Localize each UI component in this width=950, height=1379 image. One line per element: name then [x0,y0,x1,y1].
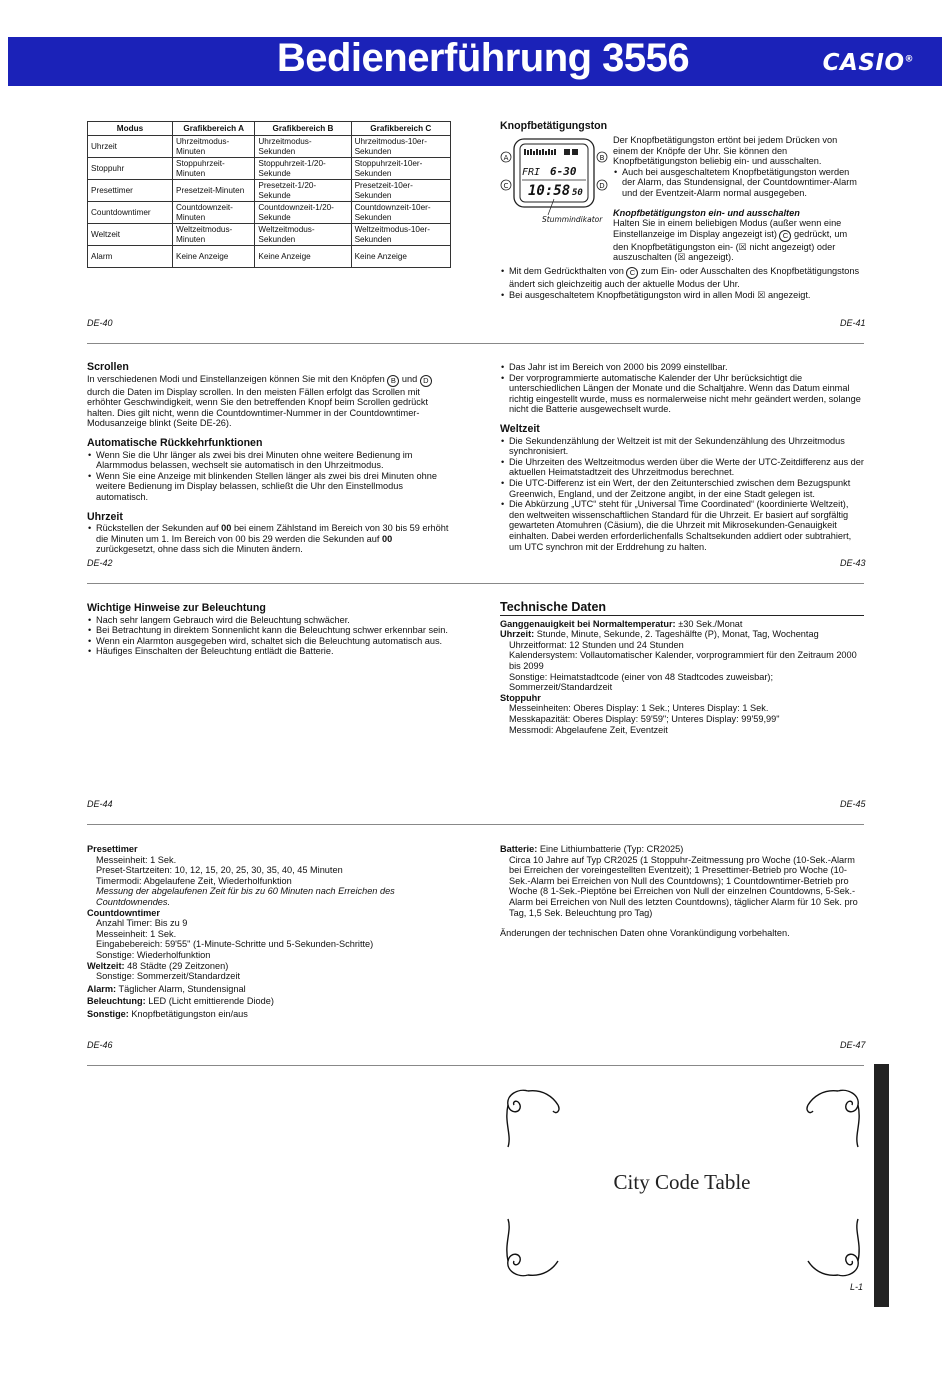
table-cell: Presetzeit-Minuten [173,180,255,202]
mute-icon: ☒ [738,241,747,252]
section-heading: Scrollen [87,361,129,373]
casio-logo: CASIO® [822,50,914,76]
subsection-label: Stoppuhr [500,692,541,703]
paragraph: Messkapazität: Oberes Display: 59'59"; Unteres Display: 99'59,99" [509,713,780,724]
paragraph: In verschiedenen Modi und Einstellanzeigen können Sie mit den Knöpfen B und D durch die Daten im Display scrollen. In den meisten Fällen erfolgt das Scrollen mit erhöhter Geschwindigkeit, wenn Sie den betreffenden Knopf beim Scrollen gedrückt halten. Dies gilt nicht, wenn die Countdowntimer-Nummer in der Countdowntimer-Modusanzeige blinkt (Seite DE-26). [87,374,451,429]
mute-icon: ☒ [757,289,766,300]
paragraph: Messeinheit: 1 Sek. [96,928,177,939]
divider [87,583,864,584]
list-item: • Das Jahr ist im Bereich von 2000 bis 2099 einstellbar. [500,362,864,373]
city-code-table-cover [498,1083,868,1283]
section-heading: Wichtige Hinweise zur Beleuchtung [87,602,266,614]
button-tone-description [613,135,863,263]
paragraph: Der Knopfbetätigungston ertönt bei jedem Drücken von einem der Knöpfe der Uhr. Sie können den Knopfbetätigungston beliebig ein- und ausschalten. [613,135,838,167]
button-b-label: B [599,154,605,162]
paragraph: Timermodi: Abgelaufene Zeit, Wiederholfunktion [96,875,292,886]
section-tab-marker [874,1064,889,1307]
table-cell: Stoppuhrzeit-1/20-Sekunde [255,158,351,180]
table-header: Modus [88,122,173,136]
button-c-icon: C [779,230,791,242]
paragraph: Messeinheiten: Oberes Display: 1 Sek.; Unteres Display: 1 Sek. [509,703,769,714]
paragraph: Preset-Startzeiten: 10, 12, 15, 20, 25, 30, 35, 40, 45 Minuten [96,865,343,876]
table-cell: Keine Anzeige [255,246,351,268]
page-number: DE-43 [840,558,866,568]
button-c-label: C [503,182,509,190]
page-title: Bedienerführung 3556 [276,36,690,80]
page-de47: Batterie: Eine Lithiumbatterie (Typ: CR2025) Circa 10 Jahre auf Typ CR2025 (1 Stoppuhr-Zeitmessung pro Woche (10-Sek.-Alarm bei Erreichen der voreingestellten Eventzeit); 1 Presettimer-Betrieb pro Woche (10-Sek.-Alarm bei Erreichen von Null des Countdowns); 1 Countdowntimer-Betrieb pro Woche (8 1-Sek.-Pieptöne bei Erreichen von Null der einzelnen Countdowns, 5-Sek.-Alarm bei Erreichen von Null des letzten Countdowns), täglicher Alarm für 10 Sek. pro Tag, 1,5 Sek. Beleuchtung pro Tag) Änderungen der technischen Daten ohne Vorankündigung vorbehalten. [500,844,864,939]
page-de42 [87,362,451,555]
page-number: DE-40 [87,318,113,328]
button-a-label: A [503,154,509,162]
watch-display-illustration [500,137,608,223]
list-item: • Bei ausgeschaltetem Knopfbetätigungston wird in allen Modi ☒ angezeigt. [500,290,860,301]
table-cell: Alarm [88,246,173,268]
list-item: • Der vorprogrammierte automatische Kalender der Uhr berücksichtigt die unterschiedlichen Längen der Monate und die Schaltjahre. Wenn das Datum einmal richtig eingestellt wurde, muss es normalerweise nicht mehr geändert werden, solange nicht die Batterie ausgewechselt wurde. [500,373,864,415]
list-item: • Rückstellen der Sekunden auf 00 bei einem Zählstand im Bereich von 30 bis 59 erhöht die Minuten um 1. Im Bereich von 00 bis 29 werden die Sekunden auf 00 zurückgesetzt, ohne dass sich die Minuten ändern. [87,523,451,555]
paragraph: Halten Sie in einem beliebigen Modus (außer wenn eine Einstellanzeige im Display angezeigt ist) C gedrückt, um den Knopfbetätigungston ein- (☒ nicht angezeigt) oder auszuschalten (☒ angezeigt). [613,218,848,263]
table-cell: Countdownzeit-1/20-Sekunde [255,202,351,224]
table-cell: Stoppuhr [88,158,173,180]
table-cell: Weltzeitmodus-Sekunden [255,224,351,246]
paragraph: Kalendersystem: Vollautomatischer Kalender, vorprogrammiert für den Zeitraum 2000 bis 2099 [509,650,857,671]
button-b-icon: B [387,375,399,387]
paragraph: Anzahl Timer: Bis zu 9 [96,918,188,929]
page-number: DE-47 [840,1040,866,1050]
paragraph: Sonstige: Heimatstadtcode (einer von 48 Stadtcodes zuweisbar); Sommerzeit/Standardzeit [509,671,774,693]
table-cell: Presetzeit-10er-Sekunden [351,180,450,202]
table-cell: Weltzeitmodus-10er-Sekunden [351,224,450,246]
page-number: DE-44 [87,799,113,809]
paragraph: Messeinheit: 1 Sek. [96,854,177,865]
table-cell: Uhrzeit [88,136,173,158]
button-c-icon: C [626,267,638,279]
table-header: Grafikbereich B [255,122,351,136]
table-cell: Stoppuhrzeit-10er-Sekunden [351,158,450,180]
list-item: • Bei Betrachtung in direktem Sonnenlicht kann die Beleuchtung schwer erkennbar sein. [87,625,451,636]
watch-time: 10:58 [528,183,571,199]
section-heading: Weltzeit [500,422,540,435]
page-number: DE-45 [840,799,866,809]
table-cell: Countdownzeit-10er-Sekunden [351,202,450,224]
table-row [88,180,451,202]
table-header-row [88,122,451,136]
page-de44 [87,603,451,657]
section-heading: Knopfbetätigungston [500,120,608,132]
list-item: • Wenn ein Alarmton ausgegeben wird, schaltet sich die Beleuchtung automatisch aus. [87,636,451,647]
subsection-heading: Knopfbetätigungston ein- und ausschalten [613,207,800,218]
table-cell: Uhrzeitmodus-Minuten [173,136,255,158]
table-cell: Stoppuhrzeit-Minuten [173,158,255,180]
list-item: • Die UTC-Differenz ist ein Wert, der den Zeitunterschied zwischen dem Bezugspunkt Greenwich, England, und der Zeitzone angibt, in der eine Stadt gelegen ist. [500,478,864,499]
divider [87,343,864,344]
section-heading: Uhrzeit [87,510,123,523]
paragraph: Sonstige: Sommerzeit/Standardzeit [96,971,241,982]
page-number: DE-42 [87,558,113,568]
table-row [88,136,451,158]
paragraph: Circa 10 Jahre auf Typ CR2025 (1 Stoppuhr-Zeitmessung pro Woche (10-Sek.-Alarm bei Erreichen der voreingestellten Eventzeit); 1 Presettimer-Betrieb pro Woche (10-Sek.-Alarm bei Erreichen von Null des Countdowns); 1 Countdowntimer-Betrieb pro Woche (8 1-Sek.-Pieptöne bei Erreichen von Null der einzelnen Countdowns, 5-Sek.-Alarm bei Erreichen von Null des letzten Countdowns), täglicher Alarm für 10 Sek. pro Tag, 1,5 Sek. Beleuchtung pro Tag) [509,854,858,918]
list-item: • Auch bei ausgeschaltetem Knopfbetätigungston werden der Alarm, das Stundensignal, der Countdowntimer-Alarm und der Eventzeit-Alarm normal ausgegeben. [613,167,863,199]
table-cell: Uhrzeitmodus-Sekunden [255,136,351,158]
mode-graphic-table [87,121,451,268]
paragraph: Messmodi: Abgelaufene Zeit, Eventzeit [509,724,668,735]
table-cell: Presettimer [88,180,173,202]
table-cell: Weltzeit [88,224,173,246]
subsection-label: Presettimer [87,844,138,854]
mute-icon: ☒ [677,252,686,263]
mute-indicator-label: Stummindikator [542,215,603,223]
table-header: Grafikbereich A [173,122,255,136]
paragraph: Änderungen der technischen Daten ohne Vorankündigung vorbehalten. [500,928,790,939]
page-number: DE-41 [840,318,866,328]
subsection-label: Countdowntimer [87,907,160,918]
list-item: • Wenn Sie die Uhr länger als zwei bis drei Minuten ohne weitere Bedienung im Alarmmodus belassen, wechselt sie automatisch in den Uhrzeitmodus. [87,450,451,471]
list-item: • Häufiges Einschalten der Beleuchtung entlädt die Batterie. [87,646,451,657]
page-number: L-1 [850,1282,864,1292]
table-cell: Keine Anzeige [351,246,450,268]
list-item: • Die Uhrzeiten des Weltzeitmodus werden über die Werte der UTC-Zeitdifferenz aus der aktuellen Heimatstadtzeit des Uhrzeitmodus berechnet. [500,457,864,478]
table-row [88,224,451,246]
list-item: • Nach sehr langem Gebrauch wird die Beleuchtung schwächer. [87,615,451,626]
table-cell: Countdowntimer [88,202,173,224]
table-row [88,246,451,268]
page-number: DE-46 [87,1040,113,1050]
button-tone-notes [500,266,860,300]
page-de46: Presettimer Messeinheit: 1 Sek. Preset-Startzeiten: 10, 12, 15, 20, 25, 30, 35, 40, 45 Minuten Timermodi: Abgelaufene Zeit, Wiederholfunktion Messung der abgelaufenen Zeit für bis zu 60 Minuten nach Erreichen des Countdownendes. Countdowntimer Anzahl Timer: Bis zu 9 Messeinheit: 1 Sek. Eingabebereich: 59'55" (1-Minute-Schritte und 5-Sekunden-Schritte) Sonstige: Wiederholfunktion Weltzeit: 48 Städte (29 Zeitzonen) Sonstige: Sommerzeit/Standardzeit Alarm: Täglicher Alarm, Stundensignal Beleuchtung: LED (Licht emittierende Diode) Sonstige: Knopfbetätigungston ein/aus [87,844,451,1020]
section-heading: Automatische Rückkehrfunktionen [87,436,263,449]
list-item: • Wenn Sie eine Anzeige mit blinkenden Stellen länger als zwei bis drei Minuten ohne weitere Bedienung im Display belassen, schließt die Uhr den Einstellmodus automatisch. [87,471,451,503]
list-item: • Die Sekundenzählung der Weltzeit ist mit der Sekundenzählung des Uhrzeitmodus synchronisiert. [500,436,864,457]
table-row [88,202,451,224]
section-heading: Technische Daten [500,602,864,616]
table-cell: Uhrzeitmodus-10er-Sekunden [351,136,450,158]
table-cell: Countdownzeit-Minuten [173,202,255,224]
logo-text: CASIO [822,50,905,76]
button-d-icon: D [420,375,432,387]
divider [87,824,864,825]
paragraph: Uhrzeitformat: 12 Stunden und 24 Stunden [509,639,684,650]
watch-seconds: 50 [572,188,583,198]
button-d-label: D [599,182,605,190]
table-cell: Keine Anzeige [173,246,255,268]
divider [87,1065,864,1066]
table-cell: Presetzeit-1/20-Sekunde [255,180,351,202]
watch-day: FRI [522,167,541,178]
list-item: • Mit dem Gedrückthalten von C zum Ein- oder Ausschalten des Knopfbetätigungstons ändert sich gleichzeitig auch der aktuelle Modus der Uhr. [500,266,860,290]
note: Messung der abgelaufenen Zeit für bis zu 60 Minuten nach Erreichen des Countdownendes. [96,886,395,907]
watch-date: 6-30 [550,165,577,178]
page-de45: Technische Daten Ganggenauigkeit bei Normaltemperatur: ±30 Sek./Monat Uhrzeit: Stunde, Minute, Sekunde, 2. Tageshälfte (P), Monat, Tag, Wochentag Uhrzeitformat: 12 Stunden und 24 Stunden Kalendersystem: Vollautomatischer Kalender, vorprogrammiert für den Zeitraum 2000 bis 2099 Sonstige: Heimatstadtcode (einer von 48 Stadtcodes zuweisbar); Sommerzeit/Standardzeit Stoppuhr Messeinheiten: Oberes Display: 1 Sek.; Unteres Display: 1 Sek. Messkapazität: Oberes Display: 59'59"; Unteres Display: 99'59,99" Messmodi: Abgelaufene Zeit, Eventzeit [500,602,864,735]
page-de43 [500,362,864,552]
paragraph: Sonstige: Wiederholfunktion [96,949,211,960]
table-cell: Weltzeitmodus-Minuten [173,224,255,246]
list-item: • Die Abkürzung „UTC“ steht für „Universal Time Coordinated“ (koordinierte Weltzeit), den weltweiten wissenschaftlichen Standard für die Uhrzeit. Er basiert auf sorgfältig gewarteten Atomuhren (Cäsium), die die Uhrzeit mit Mikrosekunden-Genauigkeit einhalten. Dabei werden erforderlichenfalls Schaltsekunden addiert oder subtrahiert, um UTC synchron mit der Erddrehung zu halten. [500,499,864,552]
table-header: Grafikbereich C [351,122,450,136]
button-tone-section [500,121,860,133]
header-banner [8,37,942,86]
city-code-title: City Code Table [613,1170,751,1194]
table-row [88,158,451,180]
paragraph: Eingabebereich: 59'55" (1-Minute-Schritte und 5-Sekunden-Schritte) [96,939,374,950]
